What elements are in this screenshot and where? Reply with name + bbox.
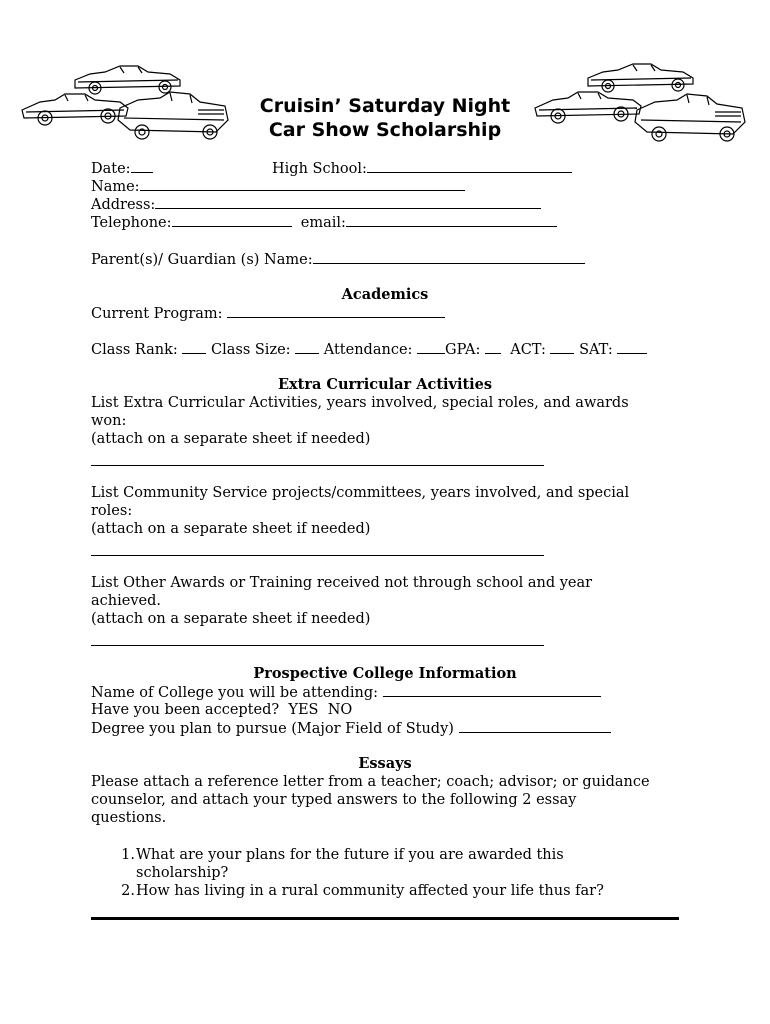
activities-note: (attach on a separate sheet if needed) xyxy=(91,431,371,447)
date-row xyxy=(91,159,153,178)
awards-prompt-line1: List Other Awards or Training received not through school and year xyxy=(91,575,593,591)
high-school-row xyxy=(272,159,572,178)
gpa-field[interactable] xyxy=(485,340,501,354)
college-name-field[interactable] xyxy=(383,683,601,697)
accepted-row xyxy=(91,701,352,719)
email-field[interactable] xyxy=(346,213,557,227)
parents-row xyxy=(91,250,585,269)
parents-label: Parent(s)/ Guardian (s) Name: xyxy=(91,252,313,268)
telephone-row xyxy=(91,213,557,232)
essays-instructions-line2: counselor, and attach your typed answers to the following 2 essay xyxy=(91,792,577,808)
activities-prompt-line1: List Extra Curricular Activities, years involved, special roles, and awards xyxy=(91,395,629,411)
community-prompt-line1: List Community Service projects/committees, years involved, and special xyxy=(91,485,630,501)
essay-question-number: 2. xyxy=(121,883,135,899)
form-title-line1: Cruisin’ Saturday Night xyxy=(259,95,511,117)
name-row xyxy=(91,177,465,196)
class-size-label: Class Size: xyxy=(211,342,291,358)
address-row xyxy=(91,195,541,214)
current-program-label: Current Program: xyxy=(91,306,223,322)
essay-question-text: What are your plans for the future if you are awarded this xyxy=(136,847,564,863)
essay-question-number: 1. xyxy=(121,847,135,863)
academics-heading: Academics xyxy=(341,286,429,303)
community-note: (attach on a separate sheet if needed) xyxy=(91,521,371,537)
address-label: Address: xyxy=(91,197,156,213)
high-school-label: High School: xyxy=(272,161,367,177)
sat-label: SAT: xyxy=(579,342,613,358)
no-option[interactable]: NO xyxy=(327,702,353,718)
essay-question-2 xyxy=(91,882,604,900)
current-program-row xyxy=(91,304,445,323)
essay-question-1-continued: scholarship? xyxy=(136,865,229,881)
essays-heading: Essays xyxy=(358,755,412,772)
class-size-field[interactable] xyxy=(295,340,319,354)
act-label: ACT: xyxy=(510,342,546,358)
date-field[interactable] xyxy=(131,159,153,173)
date-label: Date: xyxy=(91,161,131,177)
address-field[interactable] xyxy=(155,195,541,209)
awards-prompt-line2: achieved. xyxy=(91,593,161,609)
name-label: Name: xyxy=(91,179,140,195)
degree-field[interactable] xyxy=(459,719,611,733)
yes-option[interactable]: YES xyxy=(288,702,319,718)
form-title-line2: Car Show Scholarship xyxy=(268,119,502,141)
act-field[interactable] xyxy=(550,340,574,354)
awards-note: (attach on a separate sheet if needed) xyxy=(91,611,371,627)
community-answer-line[interactable] xyxy=(91,555,544,556)
gpa-label: GPA: xyxy=(445,342,481,358)
essay-question-text: How has living in a rural community affected your life thus far? xyxy=(136,883,604,899)
current-program-field[interactable] xyxy=(227,304,445,318)
classic-car-top xyxy=(75,66,180,94)
academic-stats-row xyxy=(91,340,647,359)
email-label: email: xyxy=(300,215,346,231)
classic-car-top xyxy=(588,64,693,92)
accepted-label: Have you been accepted? xyxy=(91,702,280,718)
telephone-field[interactable] xyxy=(172,213,292,227)
extracurricular-heading: Extra Curricular Activities xyxy=(277,376,493,393)
bottom-divider xyxy=(91,917,679,920)
telephone-label: Telephone: xyxy=(91,215,172,231)
essays-instructions-line3: questions. xyxy=(91,810,167,826)
class-rank-field[interactable] xyxy=(182,340,206,354)
activities-answer-line[interactable] xyxy=(91,465,544,466)
attendance-field[interactable] xyxy=(417,340,445,354)
essay-question-1 xyxy=(91,846,564,864)
college-name-label: Name of College you will be attending: xyxy=(91,685,379,701)
essays-instructions-line1: Please attach a reference letter from a teacher; coach; advisor; or guidance xyxy=(91,774,650,790)
sat-field[interactable] xyxy=(617,340,647,354)
parents-field[interactable] xyxy=(313,250,585,264)
degree-label: Degree you plan to pursue (Major Field of Study) xyxy=(91,721,454,737)
college-name-row xyxy=(91,683,601,702)
awards-answer-line[interactable] xyxy=(91,645,544,646)
degree-row xyxy=(91,719,611,738)
community-prompt-line2: roles: xyxy=(91,503,133,519)
college-heading: Prospective College Information xyxy=(253,665,517,682)
high-school-field[interactable] xyxy=(367,159,572,173)
attendance-label: Attendance: xyxy=(323,342,413,358)
class-rank-label: Class Rank: xyxy=(91,342,178,358)
name-field[interactable] xyxy=(140,177,465,191)
activities-prompt-line2: won: xyxy=(91,413,127,429)
